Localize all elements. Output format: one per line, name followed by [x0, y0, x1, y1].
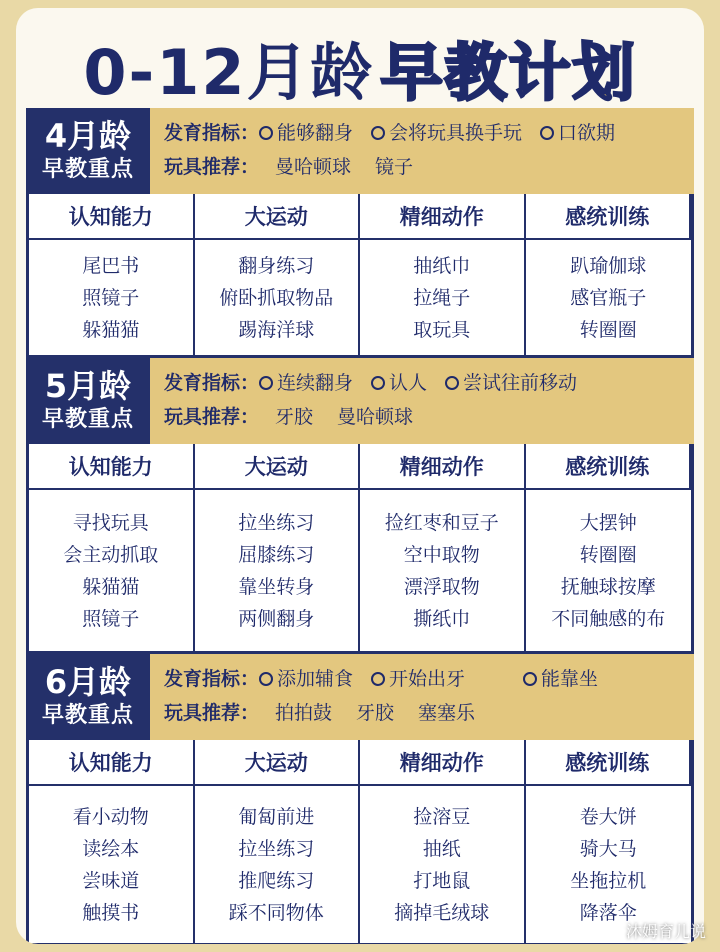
column-header: 认知能力 — [29, 444, 195, 490]
column-header: 认知能力 — [29, 194, 195, 240]
toy-item: 塞塞乐 — [418, 702, 476, 724]
milestone-item — [259, 116, 353, 150]
activity-item: 抽纸 — [422, 837, 461, 860]
age-badge — [26, 358, 150, 444]
toy-label: 玩具推荐： — [164, 702, 260, 724]
toys-row — [164, 696, 686, 730]
activity-item: 拉坐练习 — [238, 511, 315, 534]
column-body — [526, 490, 692, 651]
section-6-months — [26, 654, 694, 944]
milestones-row — [164, 116, 686, 150]
activity-item: 翻身练习 — [238, 254, 315, 277]
activity-item: 大摆钟 — [579, 511, 637, 534]
page-title — [16, 22, 704, 112]
age-label: 4月龄 — [44, 117, 132, 155]
section-header — [26, 654, 694, 740]
milestone-item — [523, 662, 598, 696]
column-header: 感统训练 — [526, 740, 692, 786]
section-info — [164, 116, 686, 184]
column-header: 精细动作 — [360, 444, 526, 490]
activity-item: 读绘本 — [82, 837, 140, 860]
activity-item: 俯卧抓取物品 — [219, 286, 334, 309]
toy-label: 玩具推荐： — [164, 406, 260, 428]
milestone-item — [371, 116, 522, 150]
activity-table — [29, 194, 691, 355]
activity-item: 寻找玩具 — [72, 511, 149, 534]
column-header: 大运动 — [195, 194, 361, 240]
activity-item: 卷大饼 — [579, 805, 637, 828]
circle-icon — [371, 376, 385, 390]
activity-item: 屈膝练习 — [238, 543, 315, 566]
column-header: 精细动作 — [360, 740, 526, 786]
milestone-label: 发育指标： — [164, 372, 260, 394]
activity-item: 会主动抓取 — [63, 543, 159, 566]
column-header: 感统训练 — [526, 194, 692, 240]
activity-item: 不同触感的布 — [551, 607, 666, 630]
activity-item: 尾巴书 — [82, 254, 140, 277]
column-body — [360, 490, 526, 651]
activity-item: 拉绳子 — [413, 286, 471, 309]
milestones-row — [164, 662, 686, 696]
column-body — [360, 240, 526, 355]
column-body — [360, 786, 526, 943]
activity-item: 取玩具 — [413, 318, 471, 341]
section-4-months — [26, 108, 694, 358]
milestone-text: 开始出牙 — [389, 668, 466, 690]
toys-row — [164, 150, 686, 184]
toy-item: 拍拍鼓 — [275, 702, 333, 724]
activity-item: 尝味道 — [82, 869, 140, 892]
milestone-item — [371, 366, 427, 400]
activity-item: 匍匐前进 — [238, 805, 315, 828]
activity-item: 踢海洋球 — [238, 318, 315, 341]
milestone-text: 口欲期 — [558, 122, 616, 144]
activity-item: 看小动物 — [72, 805, 149, 828]
milestone-item — [371, 662, 465, 696]
column-header: 精细动作 — [360, 194, 526, 240]
focus-label: 早教重点 — [41, 157, 134, 182]
circle-icon — [259, 672, 273, 686]
title-part1: 0-12月龄 — [83, 35, 375, 109]
milestones-row — [164, 366, 686, 400]
page — [16, 8, 704, 944]
circle-icon — [371, 126, 385, 140]
column-body — [195, 240, 361, 355]
milestone-item — [259, 366, 353, 400]
circle-icon — [445, 376, 459, 390]
toy-item: 曼哈顿球 — [275, 156, 352, 178]
activity-item: 推爬练习 — [238, 869, 315, 892]
milestone-text: 添加辅食 — [277, 668, 354, 690]
section-5-months — [26, 358, 694, 654]
milestone-text: 会将玩具换手玩 — [389, 122, 523, 144]
activity-item: 空中取物 — [403, 543, 480, 566]
watermark: 沐姆育儿说 — [625, 922, 706, 941]
circle-icon — [259, 376, 273, 390]
activity-item: 坐拖拉机 — [570, 869, 647, 892]
activity-item: 抽纸巾 — [413, 254, 471, 277]
activity-item: 感官瓶子 — [570, 286, 647, 309]
toy-item: 镜子 — [375, 156, 414, 178]
activity-item: 降落伞 — [579, 901, 637, 924]
toy-item: 牙胶 — [275, 406, 314, 428]
milestone-text: 能靠坐 — [541, 668, 599, 690]
column-body — [195, 490, 361, 651]
title-part2: 早教计划 — [380, 35, 637, 109]
column-header: 感统训练 — [526, 444, 692, 490]
milestone-label: 发育指标： — [164, 668, 260, 690]
toy-label: 玩具推荐： — [164, 156, 260, 178]
section-header — [26, 108, 694, 194]
activity-item: 躲猫猫 — [82, 575, 140, 598]
milestone-label: 发育指标： — [164, 122, 260, 144]
circle-icon — [523, 672, 537, 686]
circle-icon — [259, 126, 273, 140]
activity-item: 转圈圈 — [579, 543, 637, 566]
activity-item: 骑大马 — [579, 837, 637, 860]
column-body — [29, 240, 195, 355]
milestone-text: 认人 — [389, 372, 428, 394]
activity-item: 躲猫猫 — [82, 318, 140, 341]
column-header: 认知能力 — [29, 740, 195, 786]
column-header: 大运动 — [195, 444, 361, 490]
focus-label: 早教重点 — [41, 703, 134, 728]
circle-icon — [540, 126, 554, 140]
activity-item: 漂浮取物 — [403, 575, 480, 598]
milestone-item — [259, 662, 353, 696]
column-body — [526, 240, 692, 355]
column-body — [29, 786, 195, 943]
milestone-text: 尝试往前移动 — [463, 372, 578, 394]
activity-item: 捡溶豆 — [413, 805, 471, 828]
activity-item: 照镜子 — [82, 607, 140, 630]
activity-item: 触摸书 — [82, 901, 140, 924]
age-label: 6月龄 — [44, 663, 132, 701]
section-info — [164, 366, 686, 434]
milestone-text: 能够翻身 — [277, 122, 354, 144]
activity-item: 趴瑜伽球 — [570, 254, 647, 277]
age-label: 5月龄 — [44, 367, 132, 405]
activity-item: 撕纸巾 — [413, 607, 471, 630]
activity-item: 转圈圈 — [579, 318, 637, 341]
activity-item: 捡红枣和豆子 — [384, 511, 499, 534]
activity-item: 摘掉毛绒球 — [394, 901, 490, 924]
activity-item: 踩不同物体 — [228, 901, 324, 924]
activity-item: 打地鼠 — [413, 869, 471, 892]
column-header: 大运动 — [195, 740, 361, 786]
activity-item: 两侧翻身 — [238, 607, 315, 630]
activity-item: 照镜子 — [82, 286, 140, 309]
toy-item: 曼哈顿球 — [337, 406, 414, 428]
section-header — [26, 358, 694, 444]
age-badge — [26, 108, 150, 194]
activity-item: 靠坐转身 — [238, 575, 315, 598]
milestone-item — [445, 366, 577, 400]
age-badge — [26, 654, 150, 740]
activity-item: 拉坐练习 — [238, 837, 315, 860]
toy-item: 牙胶 — [356, 702, 395, 724]
activity-table — [29, 740, 691, 943]
column-body — [29, 490, 195, 651]
column-body — [195, 786, 361, 943]
milestone-text: 连续翻身 — [277, 372, 354, 394]
toys-row — [164, 400, 686, 434]
activity-table — [29, 444, 691, 651]
focus-label: 早教重点 — [41, 407, 134, 432]
milestone-item — [540, 116, 615, 150]
activity-item: 抚触球按摩 — [560, 575, 656, 598]
circle-icon — [371, 672, 385, 686]
section-info — [164, 662, 686, 730]
